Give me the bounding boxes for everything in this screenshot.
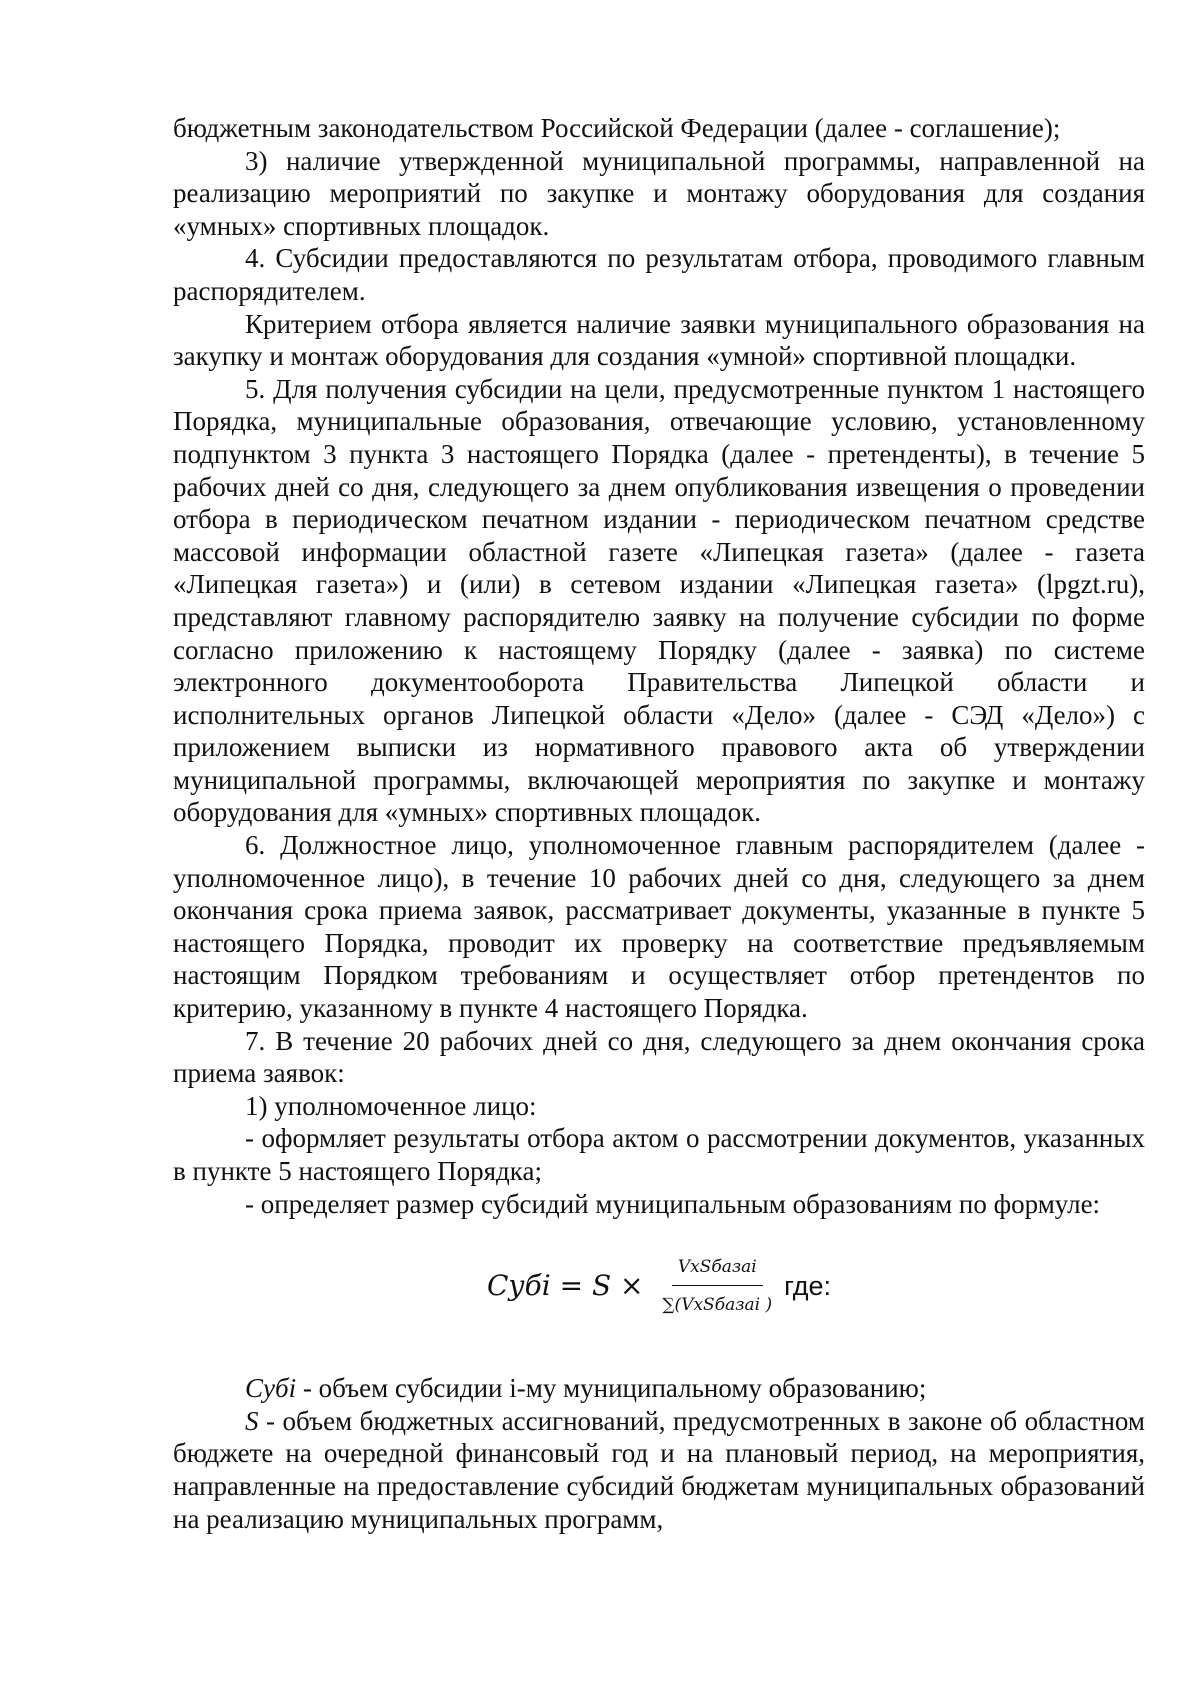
formula-lhs: Субi <box>486 1268 551 1302</box>
subsidy-formula <box>173 1242 1145 1330</box>
formula-operator: = S × <box>550 1268 653 1302</box>
paragraph-dash-2: - определяет размер субсидий муниципальным образованиям по формуле: <box>245 1188 1101 1219</box>
paragraph-selection-criterion: Критерием отбора является наличие заявки муниципального образования на закупку и монтаж оборудования для создания «умной» спортивной площадки. <box>173 308 1145 372</box>
paragraph-point-6: 6. Должностное лицо, уполномоченное главным распорядителем (далее - уполномоченное лицо), в течение 10 рабочих дней со дня, следующего за днем окончания срока приема заявок, рассматривает документы, указанные в пункте 5 настоящего Порядка, проводит их проверку на соответствие предъявляемым настоящим Порядком требованиям и осуществляет отбор претендентов по критерию, указанному в пункте 4 настоящего Порядка. <box>173 830 1145 1024</box>
definition-s <box>173 1405 1145 1535</box>
definition-text: - объем бюджетных ассигнований, предусмотренных в законе об областном бюджете на очередной финансовый год и на плановый период, на мероприятия, направленные на предоставление субсидий бюджетам муниципальных образований на реализацию муниципальных программ, <box>173 1405 1145 1534</box>
paragraph-continuation: бюджетным законодательством Российской Федерации (далее - соглашение); <box>173 113 1061 143</box>
paragraph-point-7: 7. В течение 20 рабочих дней со дня, следующего за днем окончания срока приема заявок: <box>173 1025 1145 1089</box>
formula-denominator: ∑(VxSбазаi ) <box>662 1295 773 1316</box>
paragraph-point-5: 5. Для получения субсидии на цели, предусмотренные пунктом 1 настоящего Порядка, муниципальные образования, отвечающие условию, установленному подпунктом 3 пункта 3 настоящего Порядка (далее - претенденты), в течение 5 рабочих дней со дня, следующего за днем опубликования извещения о проведении отбора в периодическом печатном издании - периодическом печатном средстве массовой информации областной газете «Липецкая газета» (далее - газета «Липецкая газета») и (или) в сетевом издании «Липецкая газета» (lpgzt.ru), представляют главному распорядителю заявку на получение субсидии по форме согласно приложению к настоящему Порядку (далее - заявка) по системе электронного документооборота Правительства Липецкой области и исполнительных органов Липецкой области «Дело» (далее - СЭД «Дело») с приложением выписки из нормативного правового акта об утверждении муниципальной программы, включающей мероприятия по закупке и монтажу оборудования для «умных» спортивных площадок. <box>173 373 1145 828</box>
definition-term: S <box>245 1405 259 1436</box>
definition-term: Субi <box>245 1373 297 1404</box>
formula-fraction <box>660 1251 774 1322</box>
paragraph-item-3: 3) наличие утвержденной муниципальной программы, направленной на реализацию мероприятий по закупке и монтажу оборудования для создания «умных» спортивных площадок. <box>173 145 1145 241</box>
formula-numerator: VxSбазаi <box>672 1251 763 1287</box>
formula-tail: где: <box>784 1270 832 1301</box>
paragraph-point-4: 4. Субсидии предоставляются по результатам отбора, проводимого главным распорядителем. <box>173 243 1145 306</box>
definition-subi <box>173 1372 1145 1405</box>
document-page <box>173 112 1145 1535</box>
paragraph-subitem-1: 1) уполномоченное лицо: <box>245 1090 537 1121</box>
spacer <box>173 1354 1145 1372</box>
definition-text: - объем субсидии i-му муниципальному образованию; <box>296 1373 927 1404</box>
paragraph-dash-1: - оформляет результаты отбора актом о рассмотрении документов, указанных в пункте 5 настоящего Порядка; <box>173 1123 1145 1186</box>
